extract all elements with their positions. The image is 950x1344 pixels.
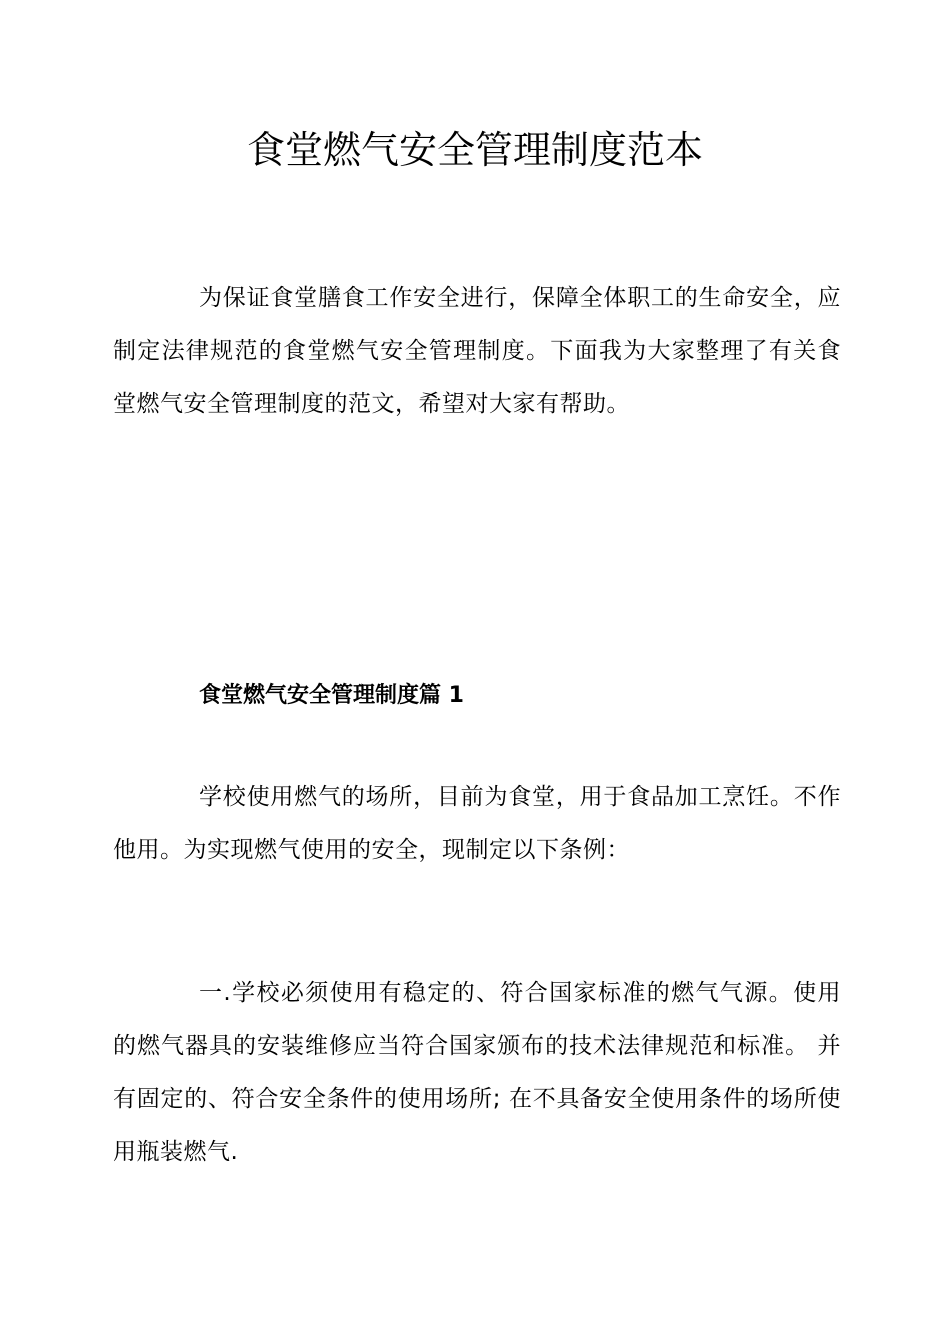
intro-paragraph: 为保证食堂膳食工作安全进行，保障全体职工的生命安全，应制定法律规范的食堂燃气安全管理制度。下面我为大家整理了有关食堂燃气安全管理制度的范文，希望对大家有帮助。: [113, 285, 841, 417]
body-paragraph-1: 学校使用燃气的场所，目前为食堂，用于食品加工烹饪。不作他用。为实现燃气使用的安全，现制定以下条例：: [113, 784, 841, 863]
body-paragraph-2: 一.学校必须使用有稳定的、符合国家标准的燃气气源。使用的燃气器具的安装维修应当符合国家颁布的技术法律规范和标准。 并有固定的、符合安全条件的使用场所; 在不具备安全使用条件的场所使用瓶装燃气.: [113, 980, 841, 1165]
document-title: 食堂燃气安全管理制度范本: [246, 128, 703, 172]
section-heading: 食堂燃气安全管理制度篇 1: [199, 683, 464, 708]
